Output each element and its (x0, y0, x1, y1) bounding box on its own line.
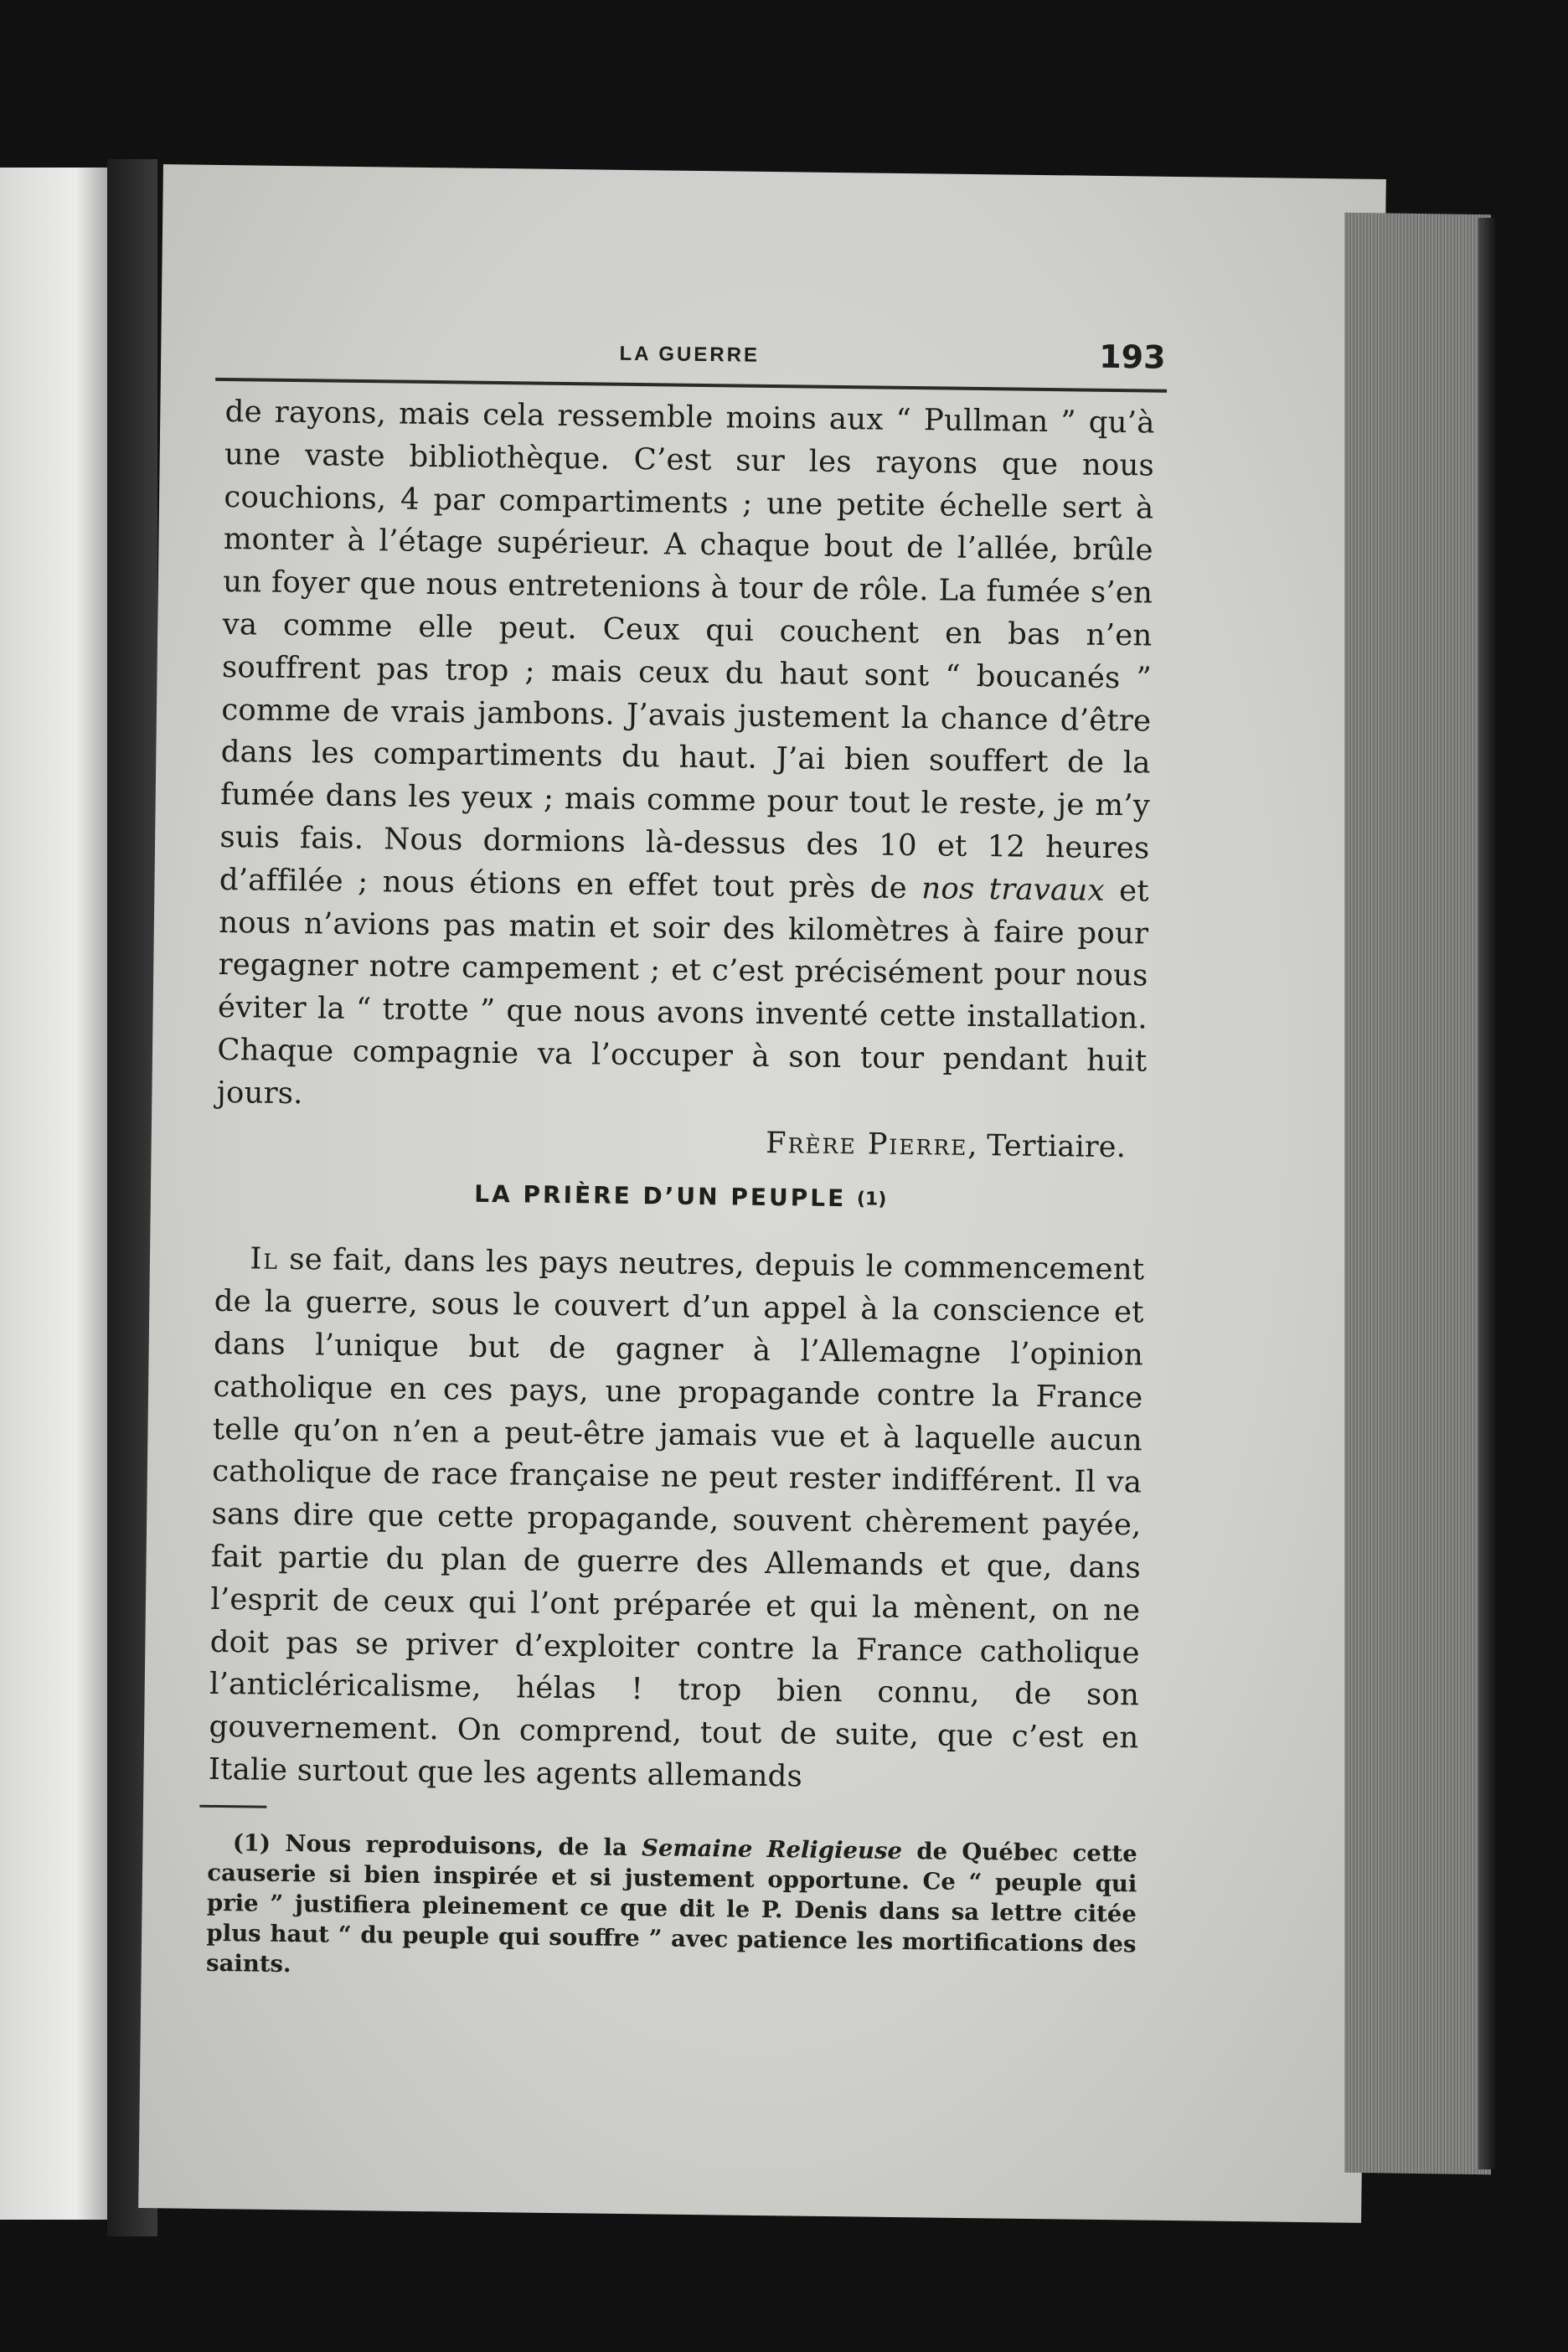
running-title: LA GUERRE (619, 342, 761, 367)
footnote (206, 1828, 1137, 1990)
section-title (215, 1169, 1146, 1224)
page-content (205, 322, 1166, 1989)
paragraph-2 (209, 1238, 1145, 1803)
section-title-text: LA PRIÈRE D’UN PEUPLE (474, 1179, 847, 1212)
paragraph-continuation (216, 391, 1154, 1126)
footnote-reference: (1) (856, 1188, 887, 1210)
signature-name: Frère Pierre (766, 1126, 968, 1163)
book-edge-shadow (1478, 218, 1497, 2169)
signature-title: , Tertiaire. (967, 1128, 1127, 1164)
body-text (209, 391, 1155, 1803)
footnote-rule (199, 1804, 266, 1808)
paragraph-2-lead: Il (250, 1241, 280, 1277)
page-stack-edges (1344, 213, 1491, 2174)
page-number: 193 (1098, 338, 1166, 376)
previous-page-edge (0, 168, 109, 2220)
footnote-end: de Québec cette causerie si bien inspirée et si justement opportune. Ce “ peuple qui prie ” justifiera pleinement ce que dit le P. Denis dans sa lettre citée plus haut “ du peuple qui souffre ” avec patience les mortifications des saints. (205, 1837, 1137, 1978)
footnote-italic: Semaine Religieuse (641, 1834, 903, 1865)
paragraph-1-text: de rayons, mais cela ressemble moins aux “ Pullman ” qu’à une vaste bibliothèque. C’est sur les rayons que nous couchions, 4 par compartiments ; une petite échelle sert à monter à l’étage supérieur. A chaque bout de l’allée, brûle un foyer que nous entretenions à tour de rôle. La fumée s’en va comme elle peut. Ceux qui couchent en bas n’en souffrent pas trop ; mais ceux du haut sont “ boucanés ” comme de vrais jambons. J’avais justement la chance d’être dans les compartiments du haut. J’ai bien souffert de la fumée dans les yeux ; mais comme pour tout le reste, je m’y suis fais. Nous dormions là-dessus des 10 et 12 heures d’affilée ; nous étions en effet tout près de (219, 394, 1155, 905)
paragraph-1-italic: nos travaux (921, 870, 1105, 908)
footnote-start: (1) Nous reproduisons, de la (232, 1828, 627, 1861)
paragraph-2-text: se fait, dans les pays neutres, depuis le commencement de la guerre, sous le couvert d’un appel à la conscience et dans l’unique but de gagner à l’Allemagne l’opinion catholique en ces pays, une propagande contre la France telle qu’on n’en a peut-être jamais vue et à laquelle aucun catholique de race française ne peut rester indifférent. Il va sans dire que cette propagande, souvent chèrement payée, fait partie du plan de guerre des Allemands et que, dans l’esprit de ceux qui l’ont préparée et qui la mènent, on ne doit pas se priver d’exploiter contre la France catholique l’anticléricalisme, hélas ! trop bien connu, de son gouvernement. On comprend, tout de suite, que c’est en Italie surtout que les agents allemands (208, 1242, 1145, 1794)
running-head (225, 322, 1166, 384)
paragraph-1-end: et nous n’avions pas matin et soir des kilomètres à faire pour regagner notre campement ; et c’est précisément pour nous éviter la “ trotte ” que nous avons inventé cette installation. Chaque compagnie va l’occuper à son tour pendant huit jours. (216, 873, 1150, 1111)
